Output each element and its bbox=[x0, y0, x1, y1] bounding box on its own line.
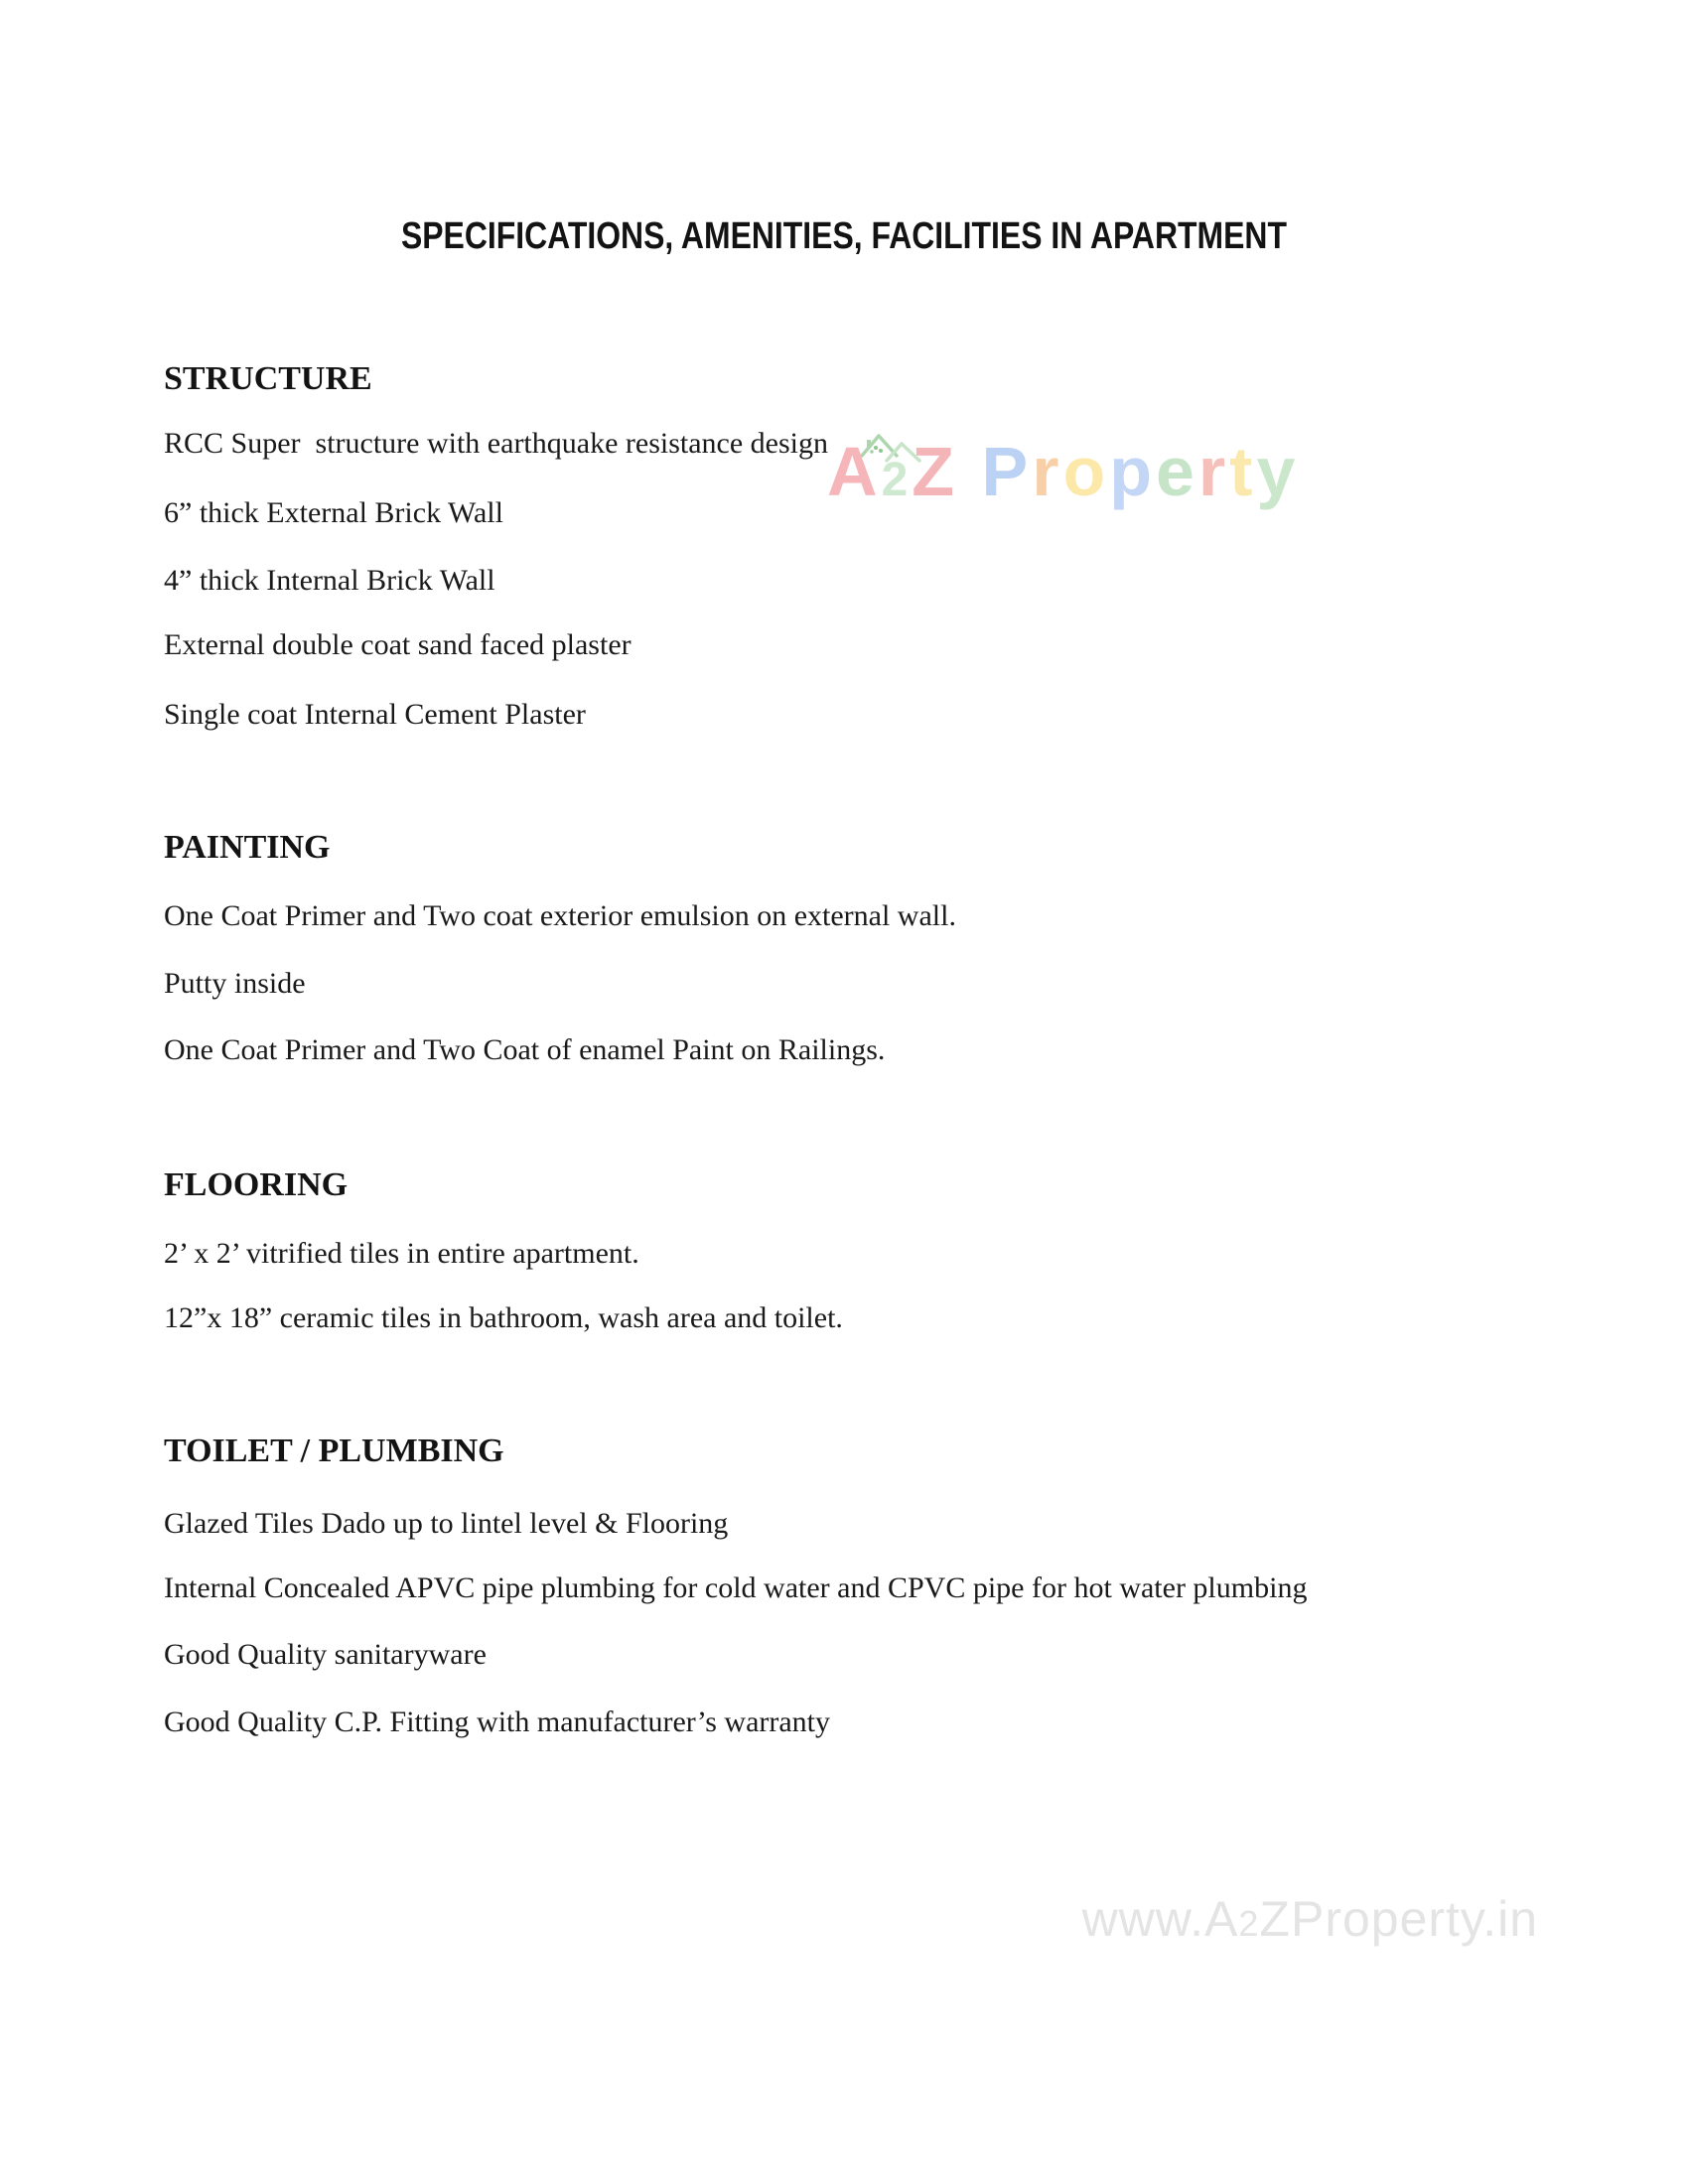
spec-item: 12”x 18” ceramic tiles in bathroom, wash area and toilet. bbox=[164, 1301, 843, 1334]
logo-letter: 2 bbox=[881, 454, 913, 506]
spec-item: 2’ x 2’ vitrified tiles in entire apartment. bbox=[164, 1237, 639, 1270]
spec-item: Good Quality sanitaryware bbox=[164, 1638, 487, 1671]
logo-letter: r bbox=[1197, 433, 1230, 510]
site-url-watermark bbox=[1023, 1839, 1538, 2004]
logo-letter: Z bbox=[912, 433, 959, 510]
site-url-sub: 2 bbox=[1238, 1903, 1260, 1944]
spec-item: Single coat Internal Cement Plaster bbox=[164, 698, 586, 731]
logo-letter bbox=[958, 433, 981, 510]
site-url-prefix: www.A bbox=[1081, 1891, 1239, 1947]
section-heading-structure: STRUCTURE bbox=[164, 360, 372, 397]
a2z-property-watermark bbox=[827, 433, 1300, 515]
spec-item: One Coat Primer and Two coat exterior emulsion on external wall. bbox=[164, 899, 956, 932]
spec-item: RCC Super structure with earthquake resistance design bbox=[164, 427, 828, 460]
spec-item: Putty inside bbox=[164, 967, 306, 1000]
logo-letter: r bbox=[1032, 433, 1063, 510]
spec-item: Good Quality C.P. Fitting with manufacturer’s warranty bbox=[164, 1706, 831, 1738]
logo-letter: e bbox=[1155, 433, 1198, 510]
title-row bbox=[0, 216, 1687, 256]
section-heading-painting: PAINTING bbox=[164, 829, 331, 866]
spec-item: Glazed Tiles Dado up to lintel level & Flooring bbox=[164, 1507, 729, 1540]
spec-item: 4” thick Internal Brick Wall bbox=[164, 564, 495, 597]
logo-letter: y bbox=[1256, 433, 1300, 510]
logo-letter: t bbox=[1229, 433, 1257, 510]
logo-letter: o bbox=[1062, 433, 1110, 510]
spec-item: 6” thick External Brick Wall bbox=[164, 496, 503, 529]
section-heading-toilet-plumbing: TOILET / PLUMBING bbox=[164, 1433, 504, 1469]
logo-letter: p bbox=[1109, 433, 1156, 510]
spec-item: Internal Concealed APVC pipe plumbing for cold water and CPVC pipe for hot water plumbing bbox=[164, 1571, 1308, 1604]
logo-letter: A bbox=[827, 433, 882, 510]
logo-letter: P bbox=[981, 433, 1033, 510]
section-heading-flooring: FLOORING bbox=[164, 1166, 349, 1203]
spec-item: One Coat Primer and Two Coat of enamel Paint on Railings. bbox=[164, 1033, 886, 1066]
page-title: SPECIFICATIONS, AMENITIES, FACILITIES IN APARTMENT bbox=[400, 215, 1287, 257]
spec-item: External double coat sand faced plaster bbox=[164, 628, 632, 661]
site-url-suffix: ZProperty.in bbox=[1259, 1891, 1539, 1947]
